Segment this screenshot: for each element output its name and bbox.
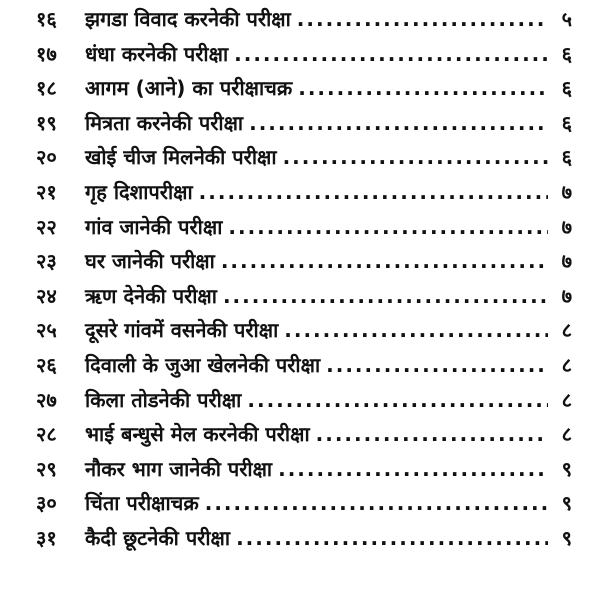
dot-leader bbox=[249, 106, 548, 141]
entry-title: चिंता परीक्षाचक्र bbox=[85, 491, 199, 516]
entry-number: २६ bbox=[36, 352, 57, 377]
entry-number: १६ bbox=[36, 7, 57, 31]
entry-title: खोई चीज मिलनेकी परीक्षा bbox=[85, 145, 277, 170]
entry-title: ऋण देनेकी परीक्षा bbox=[85, 283, 217, 308]
entry-title: आगम (आने) का परीक्षाचक्र bbox=[85, 76, 293, 101]
entry-page: ५ bbox=[561, 7, 572, 31]
entry-page: ८ bbox=[561, 318, 572, 343]
dot-leader bbox=[247, 383, 548, 418]
entry-page: ६ bbox=[561, 110, 572, 135]
dot-leader bbox=[221, 244, 548, 279]
entry-number: २१ bbox=[36, 179, 57, 204]
entry-page: ७ bbox=[561, 249, 572, 274]
toc-entry bbox=[0, 244, 600, 279]
dot-leader bbox=[316, 417, 548, 452]
entry-number: ३१ bbox=[36, 525, 57, 550]
entry-page: ७ bbox=[561, 179, 572, 204]
entry-number: १८ bbox=[36, 76, 57, 101]
dot-leader bbox=[298, 71, 548, 106]
entry-page: ८ bbox=[561, 387, 572, 412]
toc-entry bbox=[0, 521, 600, 556]
entry-page: ९ bbox=[561, 456, 572, 481]
dot-leader bbox=[297, 2, 548, 37]
dot-leader bbox=[326, 348, 548, 383]
entry-number: ३० bbox=[36, 491, 57, 516]
entry-title: दिवाली के जुआ खेलनेकी परीक्षा bbox=[85, 352, 321, 377]
entry-page: ६ bbox=[561, 76, 572, 101]
dot-leader bbox=[278, 452, 548, 487]
toc-entry bbox=[0, 2, 600, 37]
entry-number: १७ bbox=[36, 41, 57, 66]
dot-leader bbox=[236, 521, 548, 556]
entry-page: ७ bbox=[561, 283, 572, 308]
entry-title: घर जानेकी परीक्षा bbox=[85, 249, 215, 274]
entry-page: ७ bbox=[561, 214, 572, 239]
entry-page: ९ bbox=[561, 491, 572, 516]
toc-entry bbox=[0, 71, 600, 106]
entry-number: २३ bbox=[36, 249, 57, 274]
entry-page: ८ bbox=[561, 352, 572, 377]
toc-entry bbox=[0, 37, 600, 72]
entry-title: भाई बन्धुसे मेल करनेकी परीक्षा bbox=[85, 422, 310, 447]
entry-title: नौकर भाग जानेकी परीक्षा bbox=[85, 456, 273, 481]
entry-number: २९ bbox=[36, 456, 57, 481]
entry-page: ६ bbox=[561, 41, 572, 66]
toc-entry bbox=[0, 486, 600, 521]
entry-title: किला तोडनेकी परीक्षा bbox=[85, 387, 242, 412]
entry-number: २४ bbox=[36, 283, 57, 308]
dot-leader bbox=[284, 313, 548, 348]
entry-number: २७ bbox=[36, 387, 57, 412]
dot-leader bbox=[283, 140, 548, 175]
entry-number: २२ bbox=[36, 214, 57, 239]
toc-entry bbox=[0, 106, 600, 141]
toc-entry bbox=[0, 452, 600, 487]
entry-title: मित्रता करनेकी परीक्षा bbox=[85, 110, 244, 135]
dot-leader bbox=[205, 486, 548, 521]
entry-title: दूसरे गांवमें वसनेकी परीक्षा bbox=[85, 318, 279, 343]
entry-page: ६ bbox=[561, 145, 572, 170]
entry-page: ९ bbox=[561, 525, 572, 550]
entry-page: ८ bbox=[561, 422, 572, 447]
entry-number: २८ bbox=[36, 422, 57, 447]
entry-title: गृह दिशापरीक्षा bbox=[85, 179, 193, 204]
toc-entry bbox=[0, 417, 600, 452]
dot-leader bbox=[223, 279, 548, 314]
entry-title: धंधा करनेकी परीक्षा bbox=[85, 41, 229, 66]
entry-number: २० bbox=[36, 145, 57, 170]
entry-title: गांव जानेकी परीक्षा bbox=[85, 214, 223, 239]
dot-leader bbox=[228, 210, 548, 245]
dot-leader bbox=[234, 37, 548, 72]
entry-title: कैदी छूटनेकी परीक्षा bbox=[85, 525, 231, 550]
toc-entry bbox=[0, 313, 600, 348]
toc-entry bbox=[0, 175, 600, 210]
entry-number: १९ bbox=[36, 110, 57, 135]
entry-number: २५ bbox=[36, 318, 57, 343]
toc-entry bbox=[0, 348, 600, 383]
toc-entry bbox=[0, 383, 600, 418]
dot-leader bbox=[199, 175, 548, 210]
toc-entry bbox=[0, 210, 600, 245]
toc-entry bbox=[0, 279, 600, 314]
toc-entry bbox=[0, 140, 600, 175]
entry-title: झगडा विवाद करनेकी परीक्षा bbox=[85, 7, 291, 31]
